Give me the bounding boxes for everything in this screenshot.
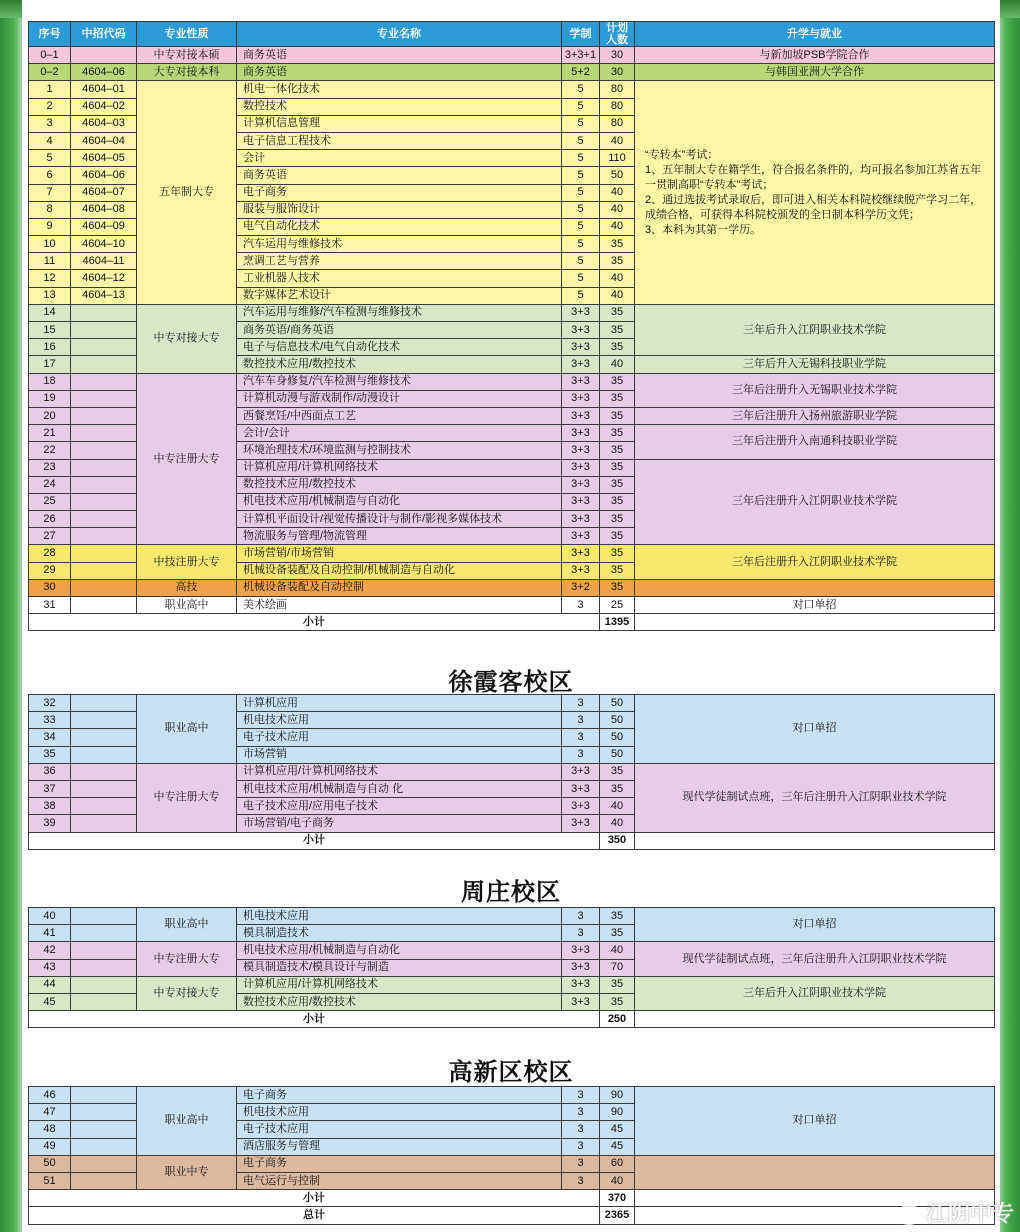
table-row: 0–2 4604–06 大专对接本科 商务英语 5+2 30 与韩国亚洲大学合作 [29, 64, 995, 81]
subtotal-label: 小计 [29, 614, 600, 631]
table-row: 35 市场营销 3 50 [29, 746, 995, 763]
table-row: 7 4604–07 电子商务 5 40 [29, 184, 995, 201]
path-cell: 三年后升入无锡科技职业学院 [635, 356, 995, 373]
table-row: 42 中专注册大专 机电技术应用/机械制造与自动化 3+3 40 现代学徒制试点班，三年后注册升入江阴职业技术学院 [29, 942, 995, 959]
section-title-xuxiake: 徐霞客校区 [448, 669, 574, 696]
table-row: 38 电子技术应用/应用电子技术 3+3 40 [29, 798, 995, 815]
total-label: 总计 [29, 1207, 600, 1224]
subtotal-value: 350 [600, 832, 635, 849]
table-row: 8 4604–08 服装与服饰设计 5 40 [29, 201, 995, 218]
nature-cell: 中专对接本硕 [137, 47, 237, 64]
table-row: 48 电子技术应用 3 45 [29, 1121, 995, 1138]
subtotal-row [29, 1011, 995, 1028]
header-years: 学制 [562, 22, 600, 47]
table-row: 23 计算机应用/计算机网络技术 3+3 35 三年后注册升入江阴职业技术学院 [29, 459, 995, 476]
table-row: 16 电子与信息技术/电气自动化技术 3+3 35 [29, 339, 995, 356]
path-cell [635, 579, 995, 596]
subtotal-row [29, 614, 995, 631]
table-row: 41 模具制造技术 3 35 [29, 925, 995, 942]
nature-cell: 高技 [137, 579, 237, 596]
table-row: 1 4604–01 五年制大专 机电一体化技术 5 80 “专转本”考试： 1、五年制大专在籍学生，符合报名条件的，均可报名参加江苏省五年一贯制高职“专转本”考试； 2、通过选拔考试录取后，即可进入相关本科院校继续脱产学习二年，成绩合格，可获得本科院校颁发的全日制本科学历文凭； 3、本科为其第一学历。 [29, 81, 995, 98]
nature-cell: 中专注册大专 [137, 373, 237, 545]
path-cell: 三年后升入江阴职业技术学院 [635, 304, 995, 356]
table-row: 40 职业高中 机电技术应用 3 35 对口单招 [29, 908, 995, 925]
nature-cell: 中专注册大专 [137, 942, 237, 976]
table-row: 31 职业高中 美术绘画 3 25 对口单招 [29, 597, 995, 614]
table-row: 29 机械设备装配及自动控制/机械制造与自动化 3+3 35 [29, 562, 995, 579]
header-nature: 专业性质 [137, 22, 237, 47]
nature-cell: 职业高中 [137, 908, 237, 942]
table-row: 11 4604–11 烹调工艺与营养 5 35 [29, 253, 995, 270]
path-cell [635, 1155, 995, 1189]
subtotal-value: 1395 [600, 614, 635, 631]
table-row: 3 4604–03 计算机信息管理 5 80 [29, 115, 995, 132]
nature-cell: 职业高中 [137, 1087, 237, 1156]
path-cell: 现代学徒制试点班，三年后注册升入江阴职业技术学院 [635, 763, 995, 832]
table-row: 36 中专注册大专 计算机应用/计算机网络技术 3+3 35 现代学徒制试点班，三年后注册升入江阴职业技术学院 [29, 763, 995, 780]
table-row: 12 4604–12 工业机器人技术 5 40 [29, 270, 995, 287]
table-row: 22 环境治理技术/环境监测与控制技术 3+3 35 [29, 442, 995, 459]
nature-cell: 大专对接本科 [137, 64, 237, 81]
table-row: 2 4604–02 数控技术 5 80 [29, 98, 995, 115]
table-row: 43 模具制造技术/模具设计与制造 3+3 70 [29, 959, 995, 976]
nature-cell: 职业高中 [137, 597, 237, 614]
subtotal-label: 小计 [29, 1011, 600, 1028]
nature-cell: 中技注册大专 [137, 545, 237, 579]
path-cell: 与新加坡PSB学院合作 [635, 47, 995, 64]
table-row: 13 4604–13 数字媒体艺术设计 5 40 [29, 287, 995, 304]
table-row: 51 电气运行与控制 3 40 [29, 1172, 995, 1189]
path-cell: 三年后注册升入无锡职业技术学院 [635, 373, 995, 407]
table-row: 21 会计/会计 3+3 35 三年后注册升入南通科技职业学院 [29, 425, 995, 442]
table-row: 39 市场营销/电子商务 3+3 40 [29, 815, 995, 832]
subtotal-row [29, 1190, 995, 1207]
table-row: 4 4604–04 电子信息工程技术 5 40 [29, 132, 995, 149]
table-row: 15 商务英语/商务英语 3+3 35 [29, 322, 995, 339]
nature-cell: 五年制大专 [137, 81, 237, 304]
table-row: 25 机电技术应用/机械制造与自动化 3+3 35 [29, 493, 995, 510]
nature-cell: 中专对接大专 [137, 304, 237, 373]
table-row: 50 职业中专 电子商务 3 60 [29, 1155, 995, 1172]
table-header-row [29, 22, 995, 47]
header-seq: 序号 [29, 22, 71, 47]
table-row: 17 数控技术应用/数控技术 3+3 40 三年后升入无锡科技职业学院 [29, 356, 995, 373]
path-cell: 对口单招 [635, 597, 995, 614]
nature-cell: 职业中专 [137, 1155, 237, 1189]
header-plan: 计划 人数 [600, 22, 635, 47]
table-row: 45 数控技术应用/数控技术 3+3 35 [29, 993, 995, 1010]
table-row: 46 职业高中 电子商务 3 90 对口单招 [29, 1087, 995, 1104]
header-code: 中招代码 [71, 22, 137, 47]
path-cell: 对口单招 [635, 908, 995, 942]
path-cell: 三年后注册升入江阴职业技术学院 [635, 459, 995, 545]
table-row: 49 酒店服务与管理 3 45 [29, 1138, 995, 1155]
table-row: 37 机电技术应用/机械制造与自动 化 3+3 35 [29, 780, 995, 797]
table-row: 33 机电技术应用 3 50 [29, 712, 995, 729]
section-title-gaoxin: 高新区校区 [448, 1059, 574, 1086]
table-row: 20 西餐烹饪/中西面点工艺 3+3 35 三年后注册升入扬州旅游职业学院 [29, 407, 995, 424]
header-name: 专业名称 [237, 22, 562, 47]
path-cell: 对口单招 [635, 1087, 995, 1156]
path-cell: 三年后注册升入扬州旅游职业学院 [635, 407, 995, 424]
table-row: 32 职业高中 计算机应用 3 50 对口单招 [29, 695, 995, 712]
table-row: 14 中专对接大专 汽车运用与维修/汽车检测与维修技术 3+3 35 三年后升入江阴职业技术学院 [29, 304, 995, 321]
subtotal-value: 250 [600, 1011, 635, 1028]
section-title-zhouzhuang: 周庄校区 [461, 879, 561, 906]
table-row: 34 电子技术应用 3 50 [29, 729, 995, 746]
total-row [29, 1207, 995, 1224]
table-row: 30 高技 机械设备装配及自动控制 3+2 35 [29, 579, 995, 596]
path-cell: 与韩国亚洲大学合作 [635, 64, 995, 81]
zhouzhuang-table [28, 907, 995, 1028]
path-cell: 现代学徒制试点班，三年后注册升入江阴职业技术学院 [635, 942, 995, 976]
subtotal-row [29, 832, 995, 849]
subtotal-label: 小计 [29, 1190, 600, 1207]
header-path: 升学与就业 [635, 22, 995, 47]
wechat-logo-icon [896, 1205, 922, 1225]
nature-cell: 职业高中 [137, 695, 237, 764]
table-row: 26 计算机平面设计/视觉传播设计与制作/影视多媒体技术 3+3 35 [29, 511, 995, 528]
table-row: 6 4604–06 商务英语 5 50 [29, 167, 995, 184]
table-row: 27 物流服务与管理/物流管理 3+3 35 [29, 528, 995, 545]
subtotal-label: 小计 [29, 832, 600, 849]
table-row: 44 中专对接大专 计算机应用/计算机网络技术 3+3 35 三年后升入江阴职业技术学院 [29, 976, 995, 993]
table-row: 10 4604–10 汽车运用与维修技术 5 35 [29, 236, 995, 253]
table-row: 18 中专注册大专 汽车车身修复/汽车检测与维修技术 3+3 35 三年后注册升入无锡职业技术学院 [29, 373, 995, 390]
nature-cell: 中专注册大专 [137, 763, 237, 832]
xuxiake-table [28, 694, 995, 850]
table-row: 24 数控技术应用/数控技术 3+3 35 [29, 476, 995, 493]
total-value: 2365 [600, 1207, 635, 1224]
watermark: 江阴中专 [896, 1197, 1014, 1228]
table-row: 28 中技注册大专 市场营销/市场营销 3+3 35 三年后注册升入江阴职业技术学院 [29, 545, 995, 562]
table-row: 9 4604–09 电气自动化技术 5 40 [29, 218, 995, 235]
nature-cell: 中专对接大专 [137, 976, 237, 1010]
main-campus-table [28, 21, 995, 631]
path-cell: 三年后升入江阴职业技术学院 [635, 976, 995, 1010]
table-row: 0–1 中专对接本硕 商务英语 3+3+1 30 与新加坡PSB学院合作 [29, 47, 995, 64]
subtotal-value: 370 [600, 1190, 635, 1207]
table-row: 5 4604–05 会计 5 110 [29, 150, 995, 167]
table-row: 19 计算机动漫与游戏制作/动漫设计 3+3 35 [29, 390, 995, 407]
table-row: 47 机电技术应用 3 90 [29, 1104, 995, 1121]
path-cell: 三年后注册升入江阴职业技术学院 [635, 545, 995, 579]
path-cell-five-year: “专转本”考试： 1、五年制大专在籍学生，符合报名条件的，均可报名参加江苏省五年一贯制高职“专转本”考试； 2、通过选拔考试录取后，即可进入相关本科院校继续脱产学习二年，成绩合格，可获得本科院校颁发的全日制本科学历文凭； 3、本科为其第一学历。 [635, 81, 995, 304]
gaoxin-table [28, 1086, 995, 1225]
path-cell: 三年后注册升入南通科技职业学院 [635, 425, 995, 459]
path-cell: 对口单招 [635, 695, 995, 764]
